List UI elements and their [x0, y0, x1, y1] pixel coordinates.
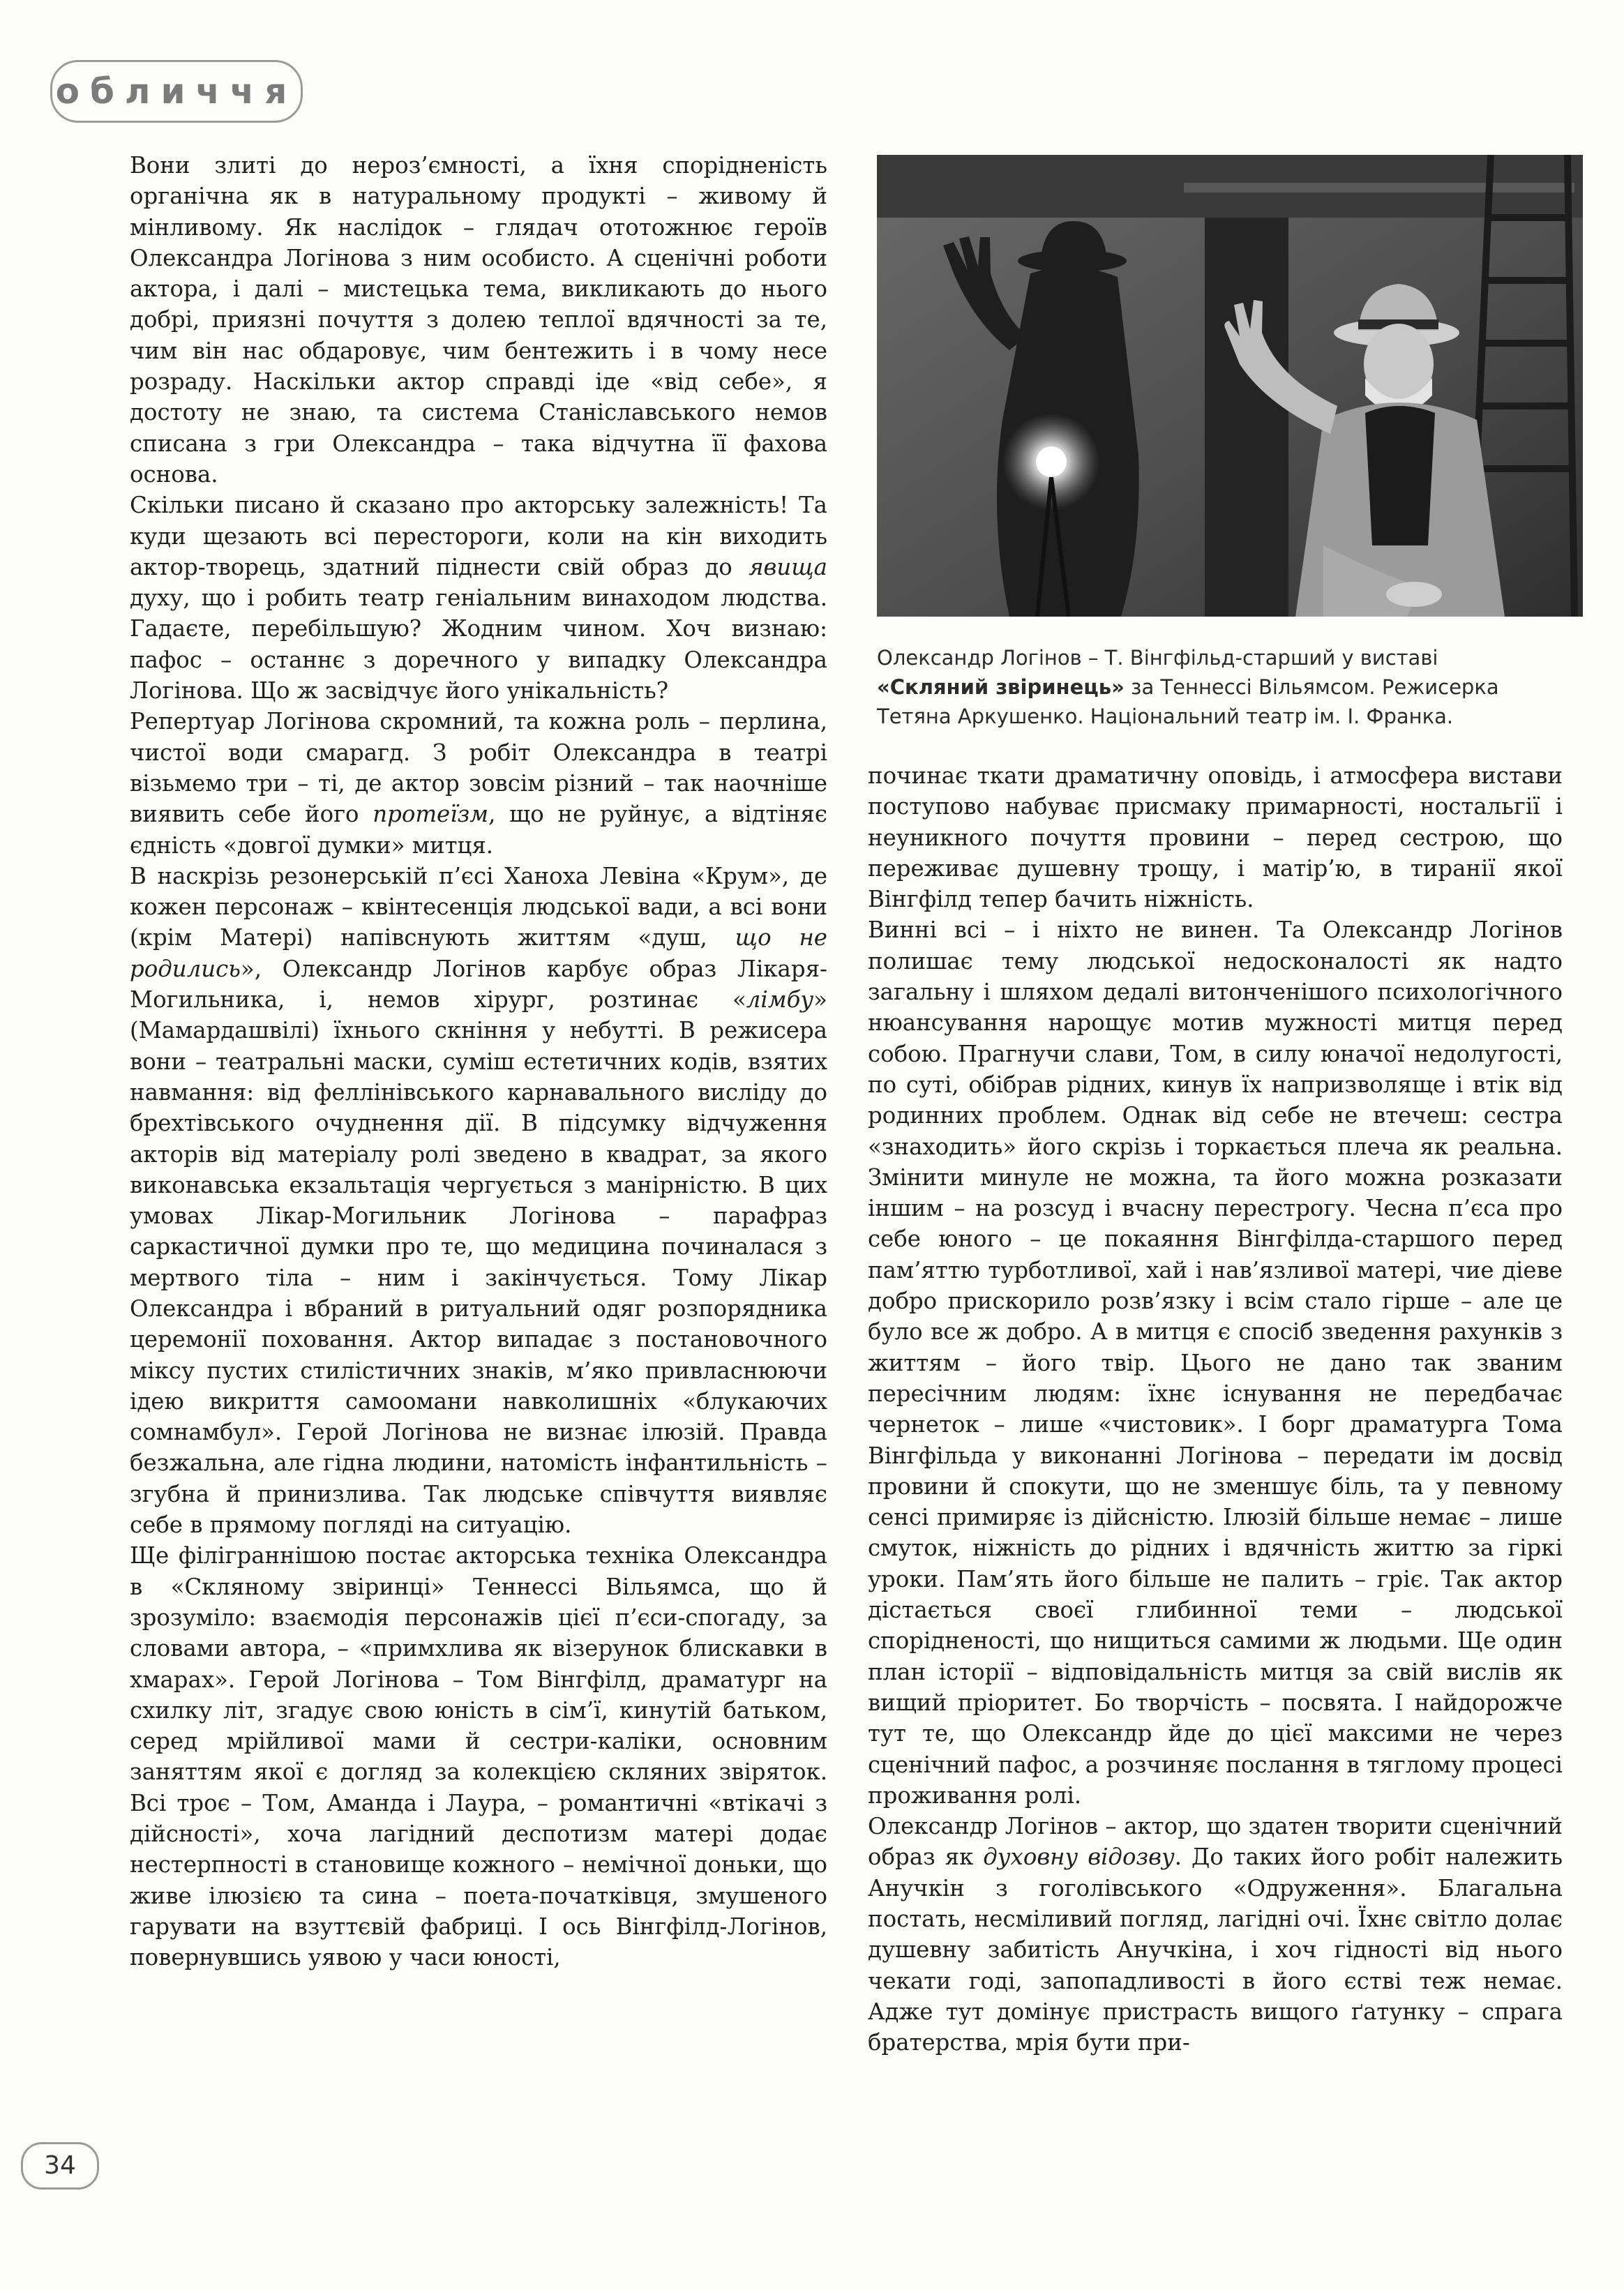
- theatre-photo-icon: [877, 155, 1583, 617]
- section-label: обличчя: [50, 60, 303, 123]
- page-number: 34: [21, 2142, 99, 2190]
- photo-caption: Олександр Логінов – Т. Вінгфільд-старший у виставі «Скляний звіринець» за Теннессі Вільямсом. Режисерка Тетяна Аркушенко. Національний театр ім. І. Франка.: [877, 646, 1499, 728]
- theatre-photo: [877, 155, 1583, 617]
- play-title: «Скляний звіринець»: [877, 675, 1125, 699]
- paragraph: Скільки писано й сказано про акторську залежність! Та куди щезають всі перестороги, коли на кін виходить актор-творець, здатний піднести свій образ до явища духу, що і робить театр геніальним винаходом людства. Гадаєте, перебільшую? Жодним чином. Хоч визнаю: пафос – останнє з доречного у випадку Олександра Логінова. Що ж засвідчує його унікальність?: [130, 492, 827, 705]
- paragraph: Олександр Логінов – актор, що здатен творити сценічний образ як духовну відозву. До таких його робіт належить Анучкін з гоголівського «Одруження». Благальна постать, несміливий погляд, лагідні очі. Їхнє світло долає душевну забитість Анучкіна, і хоч гідності від нього чекати годі, запопадливості в його єстві теж немає. Адже тут домінує пристрасть вищого ґатунку – спрага братерства, мрія бути при-: [868, 1813, 1563, 2056]
- paragraph: Репертуар Логінова скромний, та кожна роль – перлина, чистої води смарагд. З робіт Олександра в театрі візьмемо три – ті, де актор зовсім різний – так наочніше виявить себе його протеїзм, що не руйнує, а відтіняє єдність «довгої думки» митця.: [130, 708, 827, 859]
- paragraph: В наскрізь резонерській п’єсі Ханоха Левіна «Крум», де кожен персонаж – квінтесенція людської вади, а всі вони (крім Матері) напівснують життям «душ, що не родились», Олександр Логінов карбує образ Лікаря-Могильника, і, немов хірург, розтинає «лімбу» (Мамардашвілі) їхнього скніння у небутті. В режисера вони – театральні маски, суміш естетичних кодів, взятих навмання: від феллінівського карнавального висліду до брехтівського очуднення дії. В підсумку відчуження акторів від матеріалу ролі зведено в квадрат, за якого виконавська екзальтація чергується з манірністю. В цих умовах Лікар-Могильник Логінова – парафраз саркастичної думки про те, що медицина починалася з мертвого тіла – ним і закінчується. Тому Лікар Олександра і вбраний в ритуальний одяг розпорядника церемонії поховання. Актор випадає з постановочного міксу пустих стилістичних знаків, м’яко привласнюючи ідею викриття самоомани навколишніх «блукаючих сомнамбул». Герой Логінова не визнає ілюзій. Правда безжальна, але гідна людини, натомість інфантильність – згубна й принизлива. Так людське співчуття виявляє себе в прямому погляді на ситуацію.: [130, 862, 827, 1539]
- paragraph: Ще філіграннішою постає акторська техніка Олександра в «Скляному звіринці» Теннессі Вільямса, що й зрозуміло: взаємодія персонажів цієї п’єси-спогаду, за словами автора, – «примхлива як візерунок блискавки в хмарах». Герой Логінова – Том Вінгфілд, драматург на схилку літ, згадує свою юність в сім’ї, кинутій батьком, серед мрійливої мами й сестри-каліки, основним заняттям якої є догляд за колекцією скляних звіряток. Всі троє – Том, Аманда і Лаура, – романтичні «втікачі з дійсності», хоча лагідний деспотизм матері додає нестерпності в становище кожного – немічної доньки, що живе ілюзією та сина – поета-початківця, змушеного гарувати на взуттєвій фабриці. І ось Вінгфілд-Логінов, повернувшись уявою у часи юності,: [130, 1542, 827, 1971]
- article-right-column: [868, 760, 1563, 2058]
- article-left-column: [130, 150, 827, 1973]
- paragraph: Вони злиті до нероз’ємності, а їхня спорідненість органічна як в натуральному продукті – живому й мінливому. Як наслідок – глядач ототожнює героїв Олександра Логінова з ним особисто. А сценічні роботи актора, і далі – мистецька тема, викликають до нього добрі, приязні почуття з долею теплої вдячності за те, чим він нас обдаровує, чим бентежить і в чому несе розраду. Наскільки актор справді іде «від себе», я достоту не знаю, та система Станіславського немов списана з гри Олександра – така відчутна її фахова основа.: [130, 152, 827, 488]
- paragraph: Винні всі – і ніхто не винен. Та Олександр Логінов полишає тему людської недосконалості як надто загальну і шляхом дедалі витонченішого психологічного нюансування нарощує мотив мужності митця перед собою. Прагнучи слави, Том, в силу юначої недолугості, по суті, обібрав рідних, кинув їх напризволяще і втік від родинних проблем. Однак від себе не втечеш: сестра «знаходить» його скрізь і торкається плеча як реальна. Змінити минуле не можна, та його можна розказати іншим – на розсуд і вчасну перестрогу. Чесна п’єса про себе юного – це покаяння Вінгфілда-старшого перед пам’яттю турботливої, хай і нав’язливої матері, чие діеве добро прискорило розв’язку і всім стало гірше – але це було все ж добро. А в митця є спосіб зведення рахунків з життям – його твір. Цього не дано так званим пересічним людям: їхнє існування не передбачає чернеток – лише «чистовик». І борг драматурга Тома Вінгфільда у виконанні Логінова – передати ім досвід провини й спокути, що не зменшує біль, та у певному сенсі примиряє із дійсністю. Ілюзій більше немає – лише смуток, ніжність до рідних і вдячність життю за гіркі уроки. Пам’ять його більше не палить – гріє. Так актор дістається своєї глибинної теми – людської спорідненості, що нищиться самими ж людьми. Ще один план історії – відповідальність митця за свій вислів як вищий пріоритет. Бо творчість – посвята. І найдорожче тут те, що Олександр йде до цієї максими не через сценічний пафос, а розчиняє послання в тяглому процесі проживання ролі.: [868, 917, 1563, 1809]
- paragraph: починає ткати драматичну оповідь, і атмосфера вистави поступово набуває присмаку примарності, ностальгії і неуникного почуття провини – перед сестрою, що переживає душевну трощу, і матір’ю, в тиранії якої Вінгфілд тепер бачить ніжність.: [868, 762, 1563, 913]
